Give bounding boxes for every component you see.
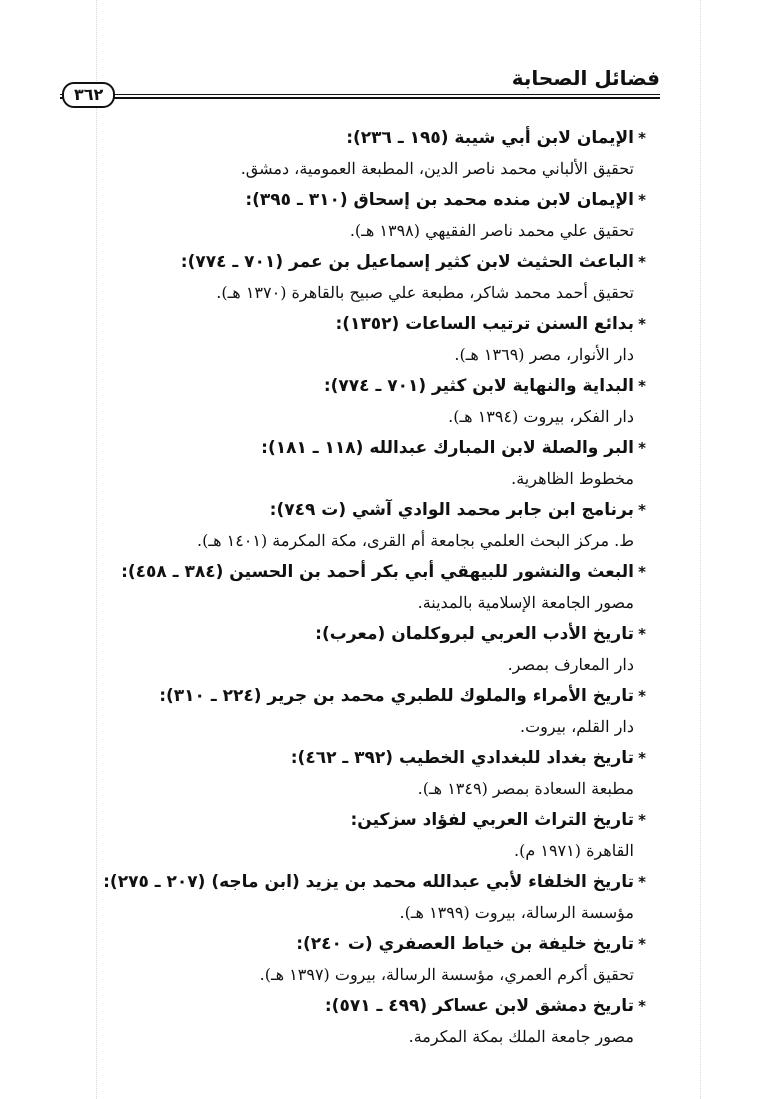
bullet-icon: * [638, 129, 646, 147]
entry-title-text: البداية والنهاية لابن كثير (٧٠١ ـ ٧٧٤): [323, 376, 634, 396]
entry-title [90, 804, 650, 836]
entry-publication-detail: مؤسسة الرسالة، بيروت (١٣٩٩ هـ). [399, 903, 634, 922]
entry-title-text: البر والصلة لابن المبارك عبدالله (١١٨ ـ ١٨١): [261, 438, 634, 458]
bullet-icon: * [638, 997, 646, 1015]
page-number: ٣٦٢ [62, 82, 115, 108]
entry-title-text: تاريخ التراث العربي لفؤاد سزكين: [350, 810, 634, 830]
bibliography-list [90, 122, 650, 1052]
entry-publication-detail: مصور الجامعة الإسلامية بالمدينة. [417, 593, 634, 612]
bibliography-entry [90, 308, 650, 370]
page-header-title: فضائل الصحابة [511, 66, 660, 90]
bibliography-entry [90, 246, 650, 308]
entry-title-text: الإيمان لابن أبي شيبة (١٩٥ ـ ٢٣٦): [346, 128, 634, 148]
entry-title [90, 246, 650, 278]
entry-title [90, 370, 650, 402]
bibliography-entry [90, 122, 650, 184]
entry-title-text: تاريخ دمشق لابن عساكر (٤٩٩ ـ ٥٧١): [324, 996, 634, 1016]
entry-title-text: بدائع السنن ترتيب الساعات (١٣٥٢): [335, 314, 634, 334]
entry-publication-detail: دار الفكر، بيروت (١٣٩٤ هـ). [448, 407, 634, 426]
bullet-icon: * [638, 873, 646, 891]
entry-publication-detail: تحقيق علي محمد ناصر الفقيهي (١٣٩٨ هـ). [349, 221, 634, 240]
header-rule [60, 94, 660, 95]
entry-title [90, 556, 650, 588]
entry-title [90, 494, 650, 526]
header-rule [60, 97, 660, 99]
entry-publication-detail: دار القلم، بيروت. [520, 717, 634, 736]
bibliography-entry [90, 618, 650, 680]
entry-publication-detail: دار المعارف بمصر. [507, 655, 634, 674]
entry-title-text: تاريخ خليفة بن خياط العصفري (ت ٢٤٠): [296, 934, 634, 954]
entry-title-text: الإيمان لابن منده محمد بن إسحاق (٣١٠ ـ ٣٩٥): [245, 190, 634, 210]
entry-title [90, 432, 650, 464]
entry-title [90, 928, 650, 960]
entry-title [90, 184, 650, 216]
entry-title-text: تاريخ الخلفاء لأبي عبدالله محمد بن يزيد (ابن ماجه) (٢٠٧ ـ ٢٧٥): [103, 872, 634, 892]
bullet-icon: * [638, 315, 646, 333]
bibliography-entry [90, 494, 650, 556]
entry-publication-detail: مخطوط الظاهرية. [511, 469, 634, 488]
entry-title-text: تاريخ الأمراء والملوك للطبري محمد بن جرير (٢٢٤ ـ ٣١٠): [159, 686, 634, 706]
bullet-icon: * [638, 811, 646, 829]
bibliography-entry [90, 804, 650, 866]
bibliography-entry [90, 370, 650, 432]
entry-title [90, 990, 650, 1022]
entry-title-text: برنامج ابن جابر محمد الوادي آشي (ت ٧٤٩): [269, 500, 634, 520]
bibliography-entry [90, 680, 650, 742]
bibliography-entry [90, 556, 650, 618]
bibliography-entry [90, 928, 650, 990]
entry-publication-detail: ط. مركز البحث العلمي بجامعة أم القرى، مكة المكرمة (١٤٠١ هـ). [197, 531, 634, 550]
bullet-icon: * [638, 625, 646, 643]
entry-title [90, 308, 650, 340]
bibliography-entry [90, 990, 650, 1052]
bibliography-entry [90, 184, 650, 246]
entry-publication-detail: تحقيق أحمد محمد شاكر، مطبعة علي صبيح بالقاهرة (١٣٧٠ هـ). [216, 283, 634, 302]
bibliography-entry [90, 432, 650, 494]
entry-title [90, 618, 650, 650]
bullet-icon: * [638, 935, 646, 953]
bullet-icon: * [638, 501, 646, 519]
entry-publication-detail: مصور جامعة الملك بمكة المكرمة. [408, 1027, 634, 1046]
bullet-icon: * [638, 749, 646, 767]
bullet-icon: * [638, 439, 646, 457]
page-header [60, 66, 660, 106]
entry-publication-detail: القاهرة (١٩٧١ م). [514, 841, 634, 860]
entry-title [90, 742, 650, 774]
entry-publication-detail: تحقيق الألباني محمد ناصر الدين، المطبعة العمومية، دمشق. [240, 159, 634, 178]
entry-title-text: الباعث الحثيث لابن كثير إسماعيل بن عمر (٧٠١ ـ ٧٧٤): [180, 252, 634, 272]
bullet-icon: * [638, 191, 646, 209]
bullet-icon: * [638, 253, 646, 271]
entry-title-text: تاريخ بغداد للبغدادي الخطيب (٣٩٢ ـ ٤٦٢): [290, 748, 634, 768]
scan-guide-line [700, 0, 701, 1099]
bibliography-entry [90, 866, 650, 928]
entry-title-text: تاريخ الأدب العربي لبروكلمان (معرب): [315, 624, 634, 644]
bullet-icon: * [638, 377, 646, 395]
entry-publication-detail: تحقيق أكرم العمري، مؤسسة الرسالة، بيروت (١٣٩٧ هـ). [259, 965, 634, 984]
bullet-icon: * [638, 563, 646, 581]
entry-title [90, 122, 650, 154]
bullet-icon: * [638, 687, 646, 705]
entry-title-text: البعث والنشور للبيهقي أبي بكر أحمد بن الحسين (٣٨٤ ـ ٤٥٨): [121, 562, 634, 582]
entry-title [90, 866, 650, 898]
entry-publication-detail: مطبعة السعادة بمصر (١٣٤٩ هـ). [417, 779, 634, 798]
entry-publication-detail: دار الأنوار، مصر (١٣٦٩ هـ). [454, 345, 634, 364]
bibliography-entry [90, 742, 650, 804]
entry-title [90, 680, 650, 712]
